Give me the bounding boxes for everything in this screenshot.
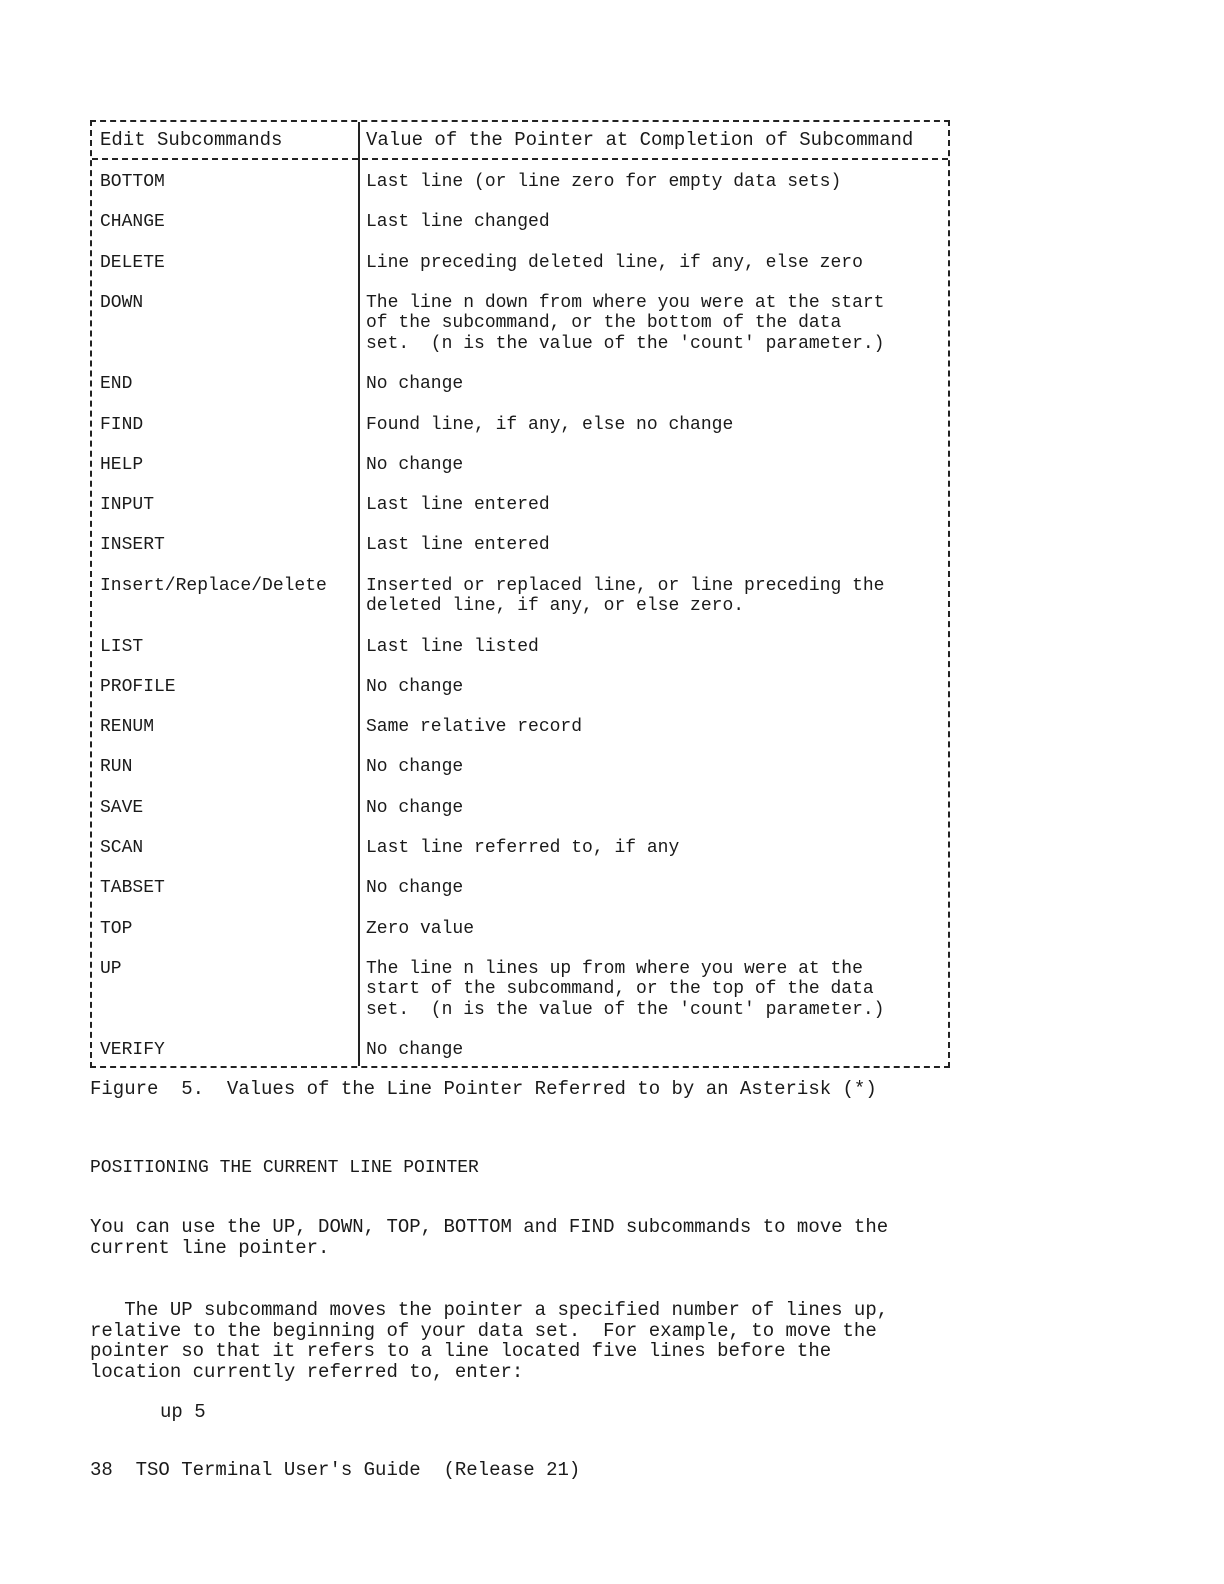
subcommand-name: DOWN — [100, 292, 144, 313]
figure-caption: Figure 5. Values of the Line Pointer Referred to by an Asterisk (*) — [90, 1078, 877, 1100]
subcommand-name: PROFILE — [100, 676, 176, 697]
column-divider — [358, 122, 360, 1066]
pointer-value: Last line listed — [366, 636, 539, 657]
pointer-value: Found line, if any, else no change — [366, 414, 734, 435]
pointer-value: Last line entered — [366, 495, 550, 516]
subcommand-name: DELETE — [100, 252, 165, 273]
pointer-value: Zero value — [366, 918, 475, 939]
pointer-value: Last line (or line zero for empty data sets) — [366, 172, 842, 192]
pointer-value: No change — [366, 797, 464, 818]
paragraph-up-subcommand: The UP subcommand moves the pointer a specified number of lines up, relative to the beginning of your data set. For example, to move the pointer so that it refers to a line located five lines before the location currently referred to, enter: — [90, 1299, 889, 1383]
pointer-value: Last line entered — [366, 535, 550, 556]
subcommand-name: BOTTOM — [100, 172, 165, 192]
subcommand-name: VERIFY — [100, 1040, 165, 1061]
command-example: up 5 — [160, 1401, 206, 1423]
pointer-value: No change — [366, 757, 464, 778]
pointer-value: The line n down from where you were at the start of the subcommand, or the bottom of the data set. (n is the value of the 'count' parameter.) — [366, 292, 885, 354]
subcommand-name: FIND — [100, 414, 144, 435]
header-edit-subcommands: Edit Subcommands — [100, 129, 283, 151]
pointer-values-table — [90, 120, 950, 1068]
subcommand-name: UP — [100, 958, 122, 979]
header-pointer-value: Value of the Pointer at Completion of Subcommand — [366, 129, 914, 151]
subcommand-name: SAVE — [100, 797, 144, 818]
pointer-value: Line preceding deleted line, if any, else zero — [366, 252, 863, 273]
subcommand-name: INPUT — [100, 495, 155, 516]
subcommand-name: LIST — [100, 636, 144, 657]
pointer-value: No change — [366, 1040, 464, 1061]
pointer-value: Last line referred to, if any — [366, 838, 680, 858]
subcommand-name: TOP — [100, 918, 133, 939]
pointer-value: Inserted or replaced line, or line preceding the deleted line, if any, or else zero. — [366, 575, 885, 617]
page-footer: 38 TSO Terminal User's Guide (Release 21) — [90, 1459, 581, 1481]
pointer-value: No change — [366, 454, 464, 475]
subcommand-name: CHANGE — [100, 212, 165, 233]
pointer-value: No change — [366, 374, 464, 395]
subcommand-name: Insert/Replace/Delete — [100, 575, 327, 596]
pointer-value: No change — [366, 676, 464, 697]
subcommand-name: INSERT — [100, 535, 165, 556]
pointer-value: The line n lines up from where you were at the start of the subcommand, or the top of the data set. (n is the value of the 'count' parameter.) — [366, 958, 885, 1020]
pointer-value: No change — [366, 878, 464, 899]
pointer-value: Last line changed — [366, 212, 550, 233]
pointer-value: Same relative record — [366, 717, 583, 738]
header-rule — [92, 158, 948, 160]
subcommand-name: SCAN — [100, 838, 144, 858]
subcommand-name: END — [100, 374, 133, 395]
section-heading: POSITIONING THE CURRENT LINE POINTER — [90, 1158, 479, 1178]
paragraph-intro: You can use the UP, DOWN, TOP, BOTTOM and FIND subcommands to move the current line pointer. — [90, 1216, 889, 1259]
subcommand-name: RUN — [100, 757, 133, 778]
subcommand-name: TABSET — [100, 878, 165, 899]
subcommand-name: HELP — [100, 454, 144, 475]
subcommand-name: RENUM — [100, 717, 155, 738]
